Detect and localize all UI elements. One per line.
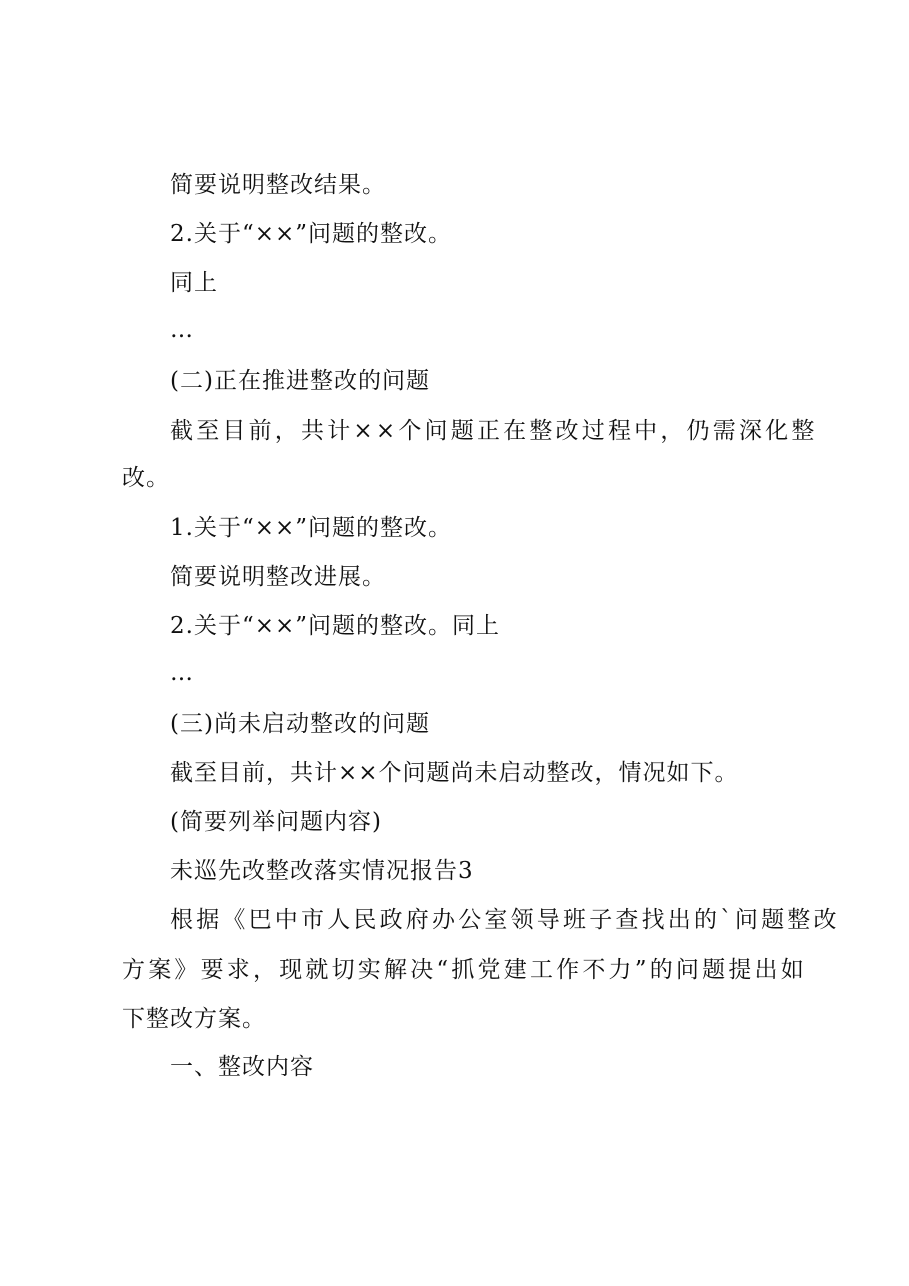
paragraph-item-2-heading-same: 2.关于“××”问题的整改。同上	[170, 613, 501, 639]
paragraph-basis-line-2: 方案》要求，现就切实解决“抓党建工作不力”的问题提出如	[122, 957, 807, 983]
paragraph-list-problems: (简要列举问题内容)	[170, 809, 382, 835]
paragraph-in-progress-count: 截至目前，共计××个问题正在整改过程中，仍需深化整	[170, 418, 818, 444]
paragraph-ellipsis: …	[170, 317, 194, 343]
paragraph-ellipsis-2: …	[170, 660, 194, 686]
paragraph-basis-line-3: 下整改方案。	[122, 1006, 266, 1032]
paragraph-same-as-above: 同上	[170, 270, 218, 296]
paragraph-result-summary: 简要说明整改结果。	[170, 172, 386, 198]
paragraph-item-1-heading: 1.关于“××”问题的整改。	[170, 515, 453, 541]
section-heading-not-started: (三)尚未启动整改的问题	[170, 711, 430, 737]
paragraph-not-started-count: 截至目前，共计××个问题尚未启动整改，情况如下。	[170, 760, 739, 786]
paragraph-basis-line-1: 根据《巴中市人民政府办公室领导班子查找出的`问题整改	[170, 907, 840, 933]
paragraph-in-progress-count-cont: 改。	[122, 465, 170, 491]
report-title-3: 未巡先改整改落实情况报告3	[170, 858, 474, 884]
paragraph-progress-summary: 简要说明整改进展。	[170, 564, 386, 590]
section-heading-rectification-content: 一、整改内容	[170, 1054, 314, 1080]
paragraph-item-2-heading: 2.关于“××”问题的整改。	[170, 221, 453, 247]
section-heading-in-progress: (二)正在推进整改的问题	[170, 368, 430, 394]
